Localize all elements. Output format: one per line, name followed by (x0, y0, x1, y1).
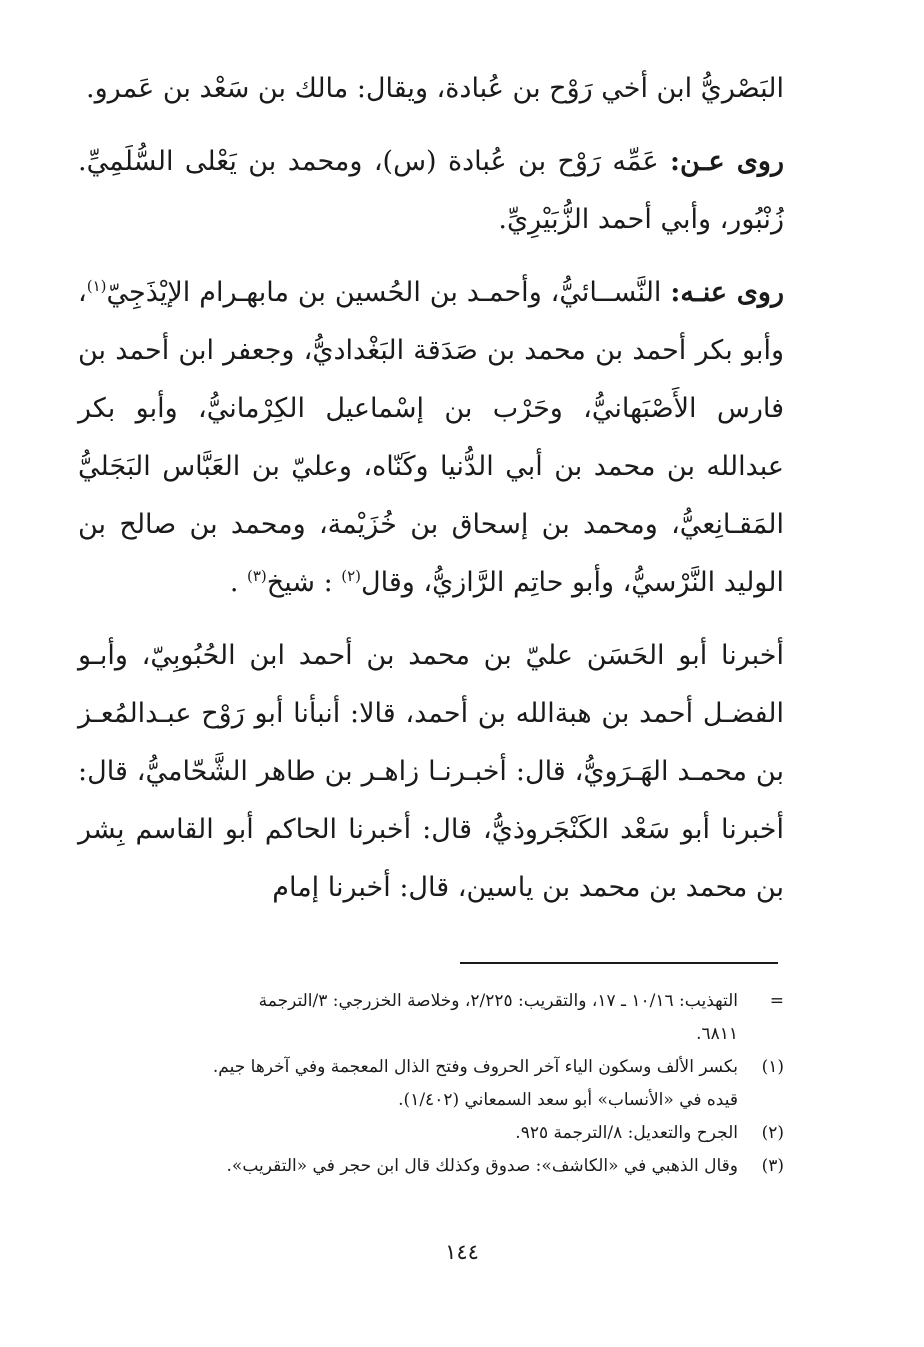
footnote-text: وقال الذهبي في «الكاشف»: صدوق وكذلك قال ابن حجر في «التقريب». (226, 1156, 738, 1176)
paragraph-isnad (78, 627, 784, 917)
footnote-marker: (٣) (761, 1156, 784, 1176)
section-label-narrated-from: روى عـن: (670, 146, 784, 177)
footnote-text: ٦٨١١. (696, 1024, 738, 1044)
footnote-1 (80, 1051, 784, 1084)
footnote-text: التهذيب: ١٠/١٦ ـ ١٧، والتقريب: ٢/٢٢٥، وخلاصة الخزرجي: ٣/الترجمة (258, 991, 738, 1011)
footnote-ref-2[interactable]: (٢) (341, 567, 362, 585)
paragraph-narrated-from (78, 133, 784, 249)
paragraph-text: عَمِّه رَوْح بن عُبادة (س)، ومحمد بن يَعْلى السُّلَمِيِّ. زُنْبُور، وأبي أحمد الزُّبَيْرِيِّ. (78, 146, 784, 235)
footnote-ref-3[interactable]: (٣) (247, 567, 267, 585)
footnote-marker: = (769, 991, 784, 1011)
footnote-marker: (١) (761, 1057, 784, 1077)
footnote-marker: (٢) (761, 1123, 784, 1143)
footnote-ref-1[interactable]: (١) (86, 277, 107, 295)
page-number: ١٤٤ (445, 1240, 479, 1264)
footnote-text: الجرح والتعديل: ٨/الترجمة ٩٢٥. (515, 1123, 738, 1143)
section-label-narrated-by: روى عنـه: (670, 277, 784, 308)
paragraph-text: البَصْريُّ ابن أخي رَوْح بن عُبادة، ويقال: مالك بن سَعْد بن عَمرو. (86, 73, 784, 104)
paragraph-text: ، وأبو بكر أحمد بن محمد بن صَدَقة البَغْداديُّ، وجعفر ابن أحمد بن فارس الأَصْبَهانيُّ، وحَرْب بن إسْماعيل الكِرْمانيُّ، وأبو بكر عبدالله بن محمد بن أبي الدُّنيا وكَنّاه، وعليّ بن العَبَّاس البَجَليُّ المَقـانِعيُّ، ومحمد بن إسحاق بن خُزَيْمة، ومحمد بن صالح بن الوليد النَّرْسيُّ، وأبو حاتِم الرَّازيُّ، وقال (78, 277, 784, 598)
footnote-text: بكسر الألف وسكون الياء آخر الحروف وفتح الذال المعجمة وفي آخرها جيم. (212, 1057, 738, 1077)
footnote-text: قيده في «الأنساب» أبو سعد السمعاني (١/٤٠٢). (398, 1090, 738, 1110)
footnote-2 (80, 1117, 784, 1150)
footnotes (80, 985, 784, 1183)
main-text (78, 60, 784, 932)
paragraph-biography (78, 60, 784, 118)
footnote-divider (460, 962, 778, 964)
paragraph-text: . (229, 567, 247, 598)
paragraph-text: : شيخ (266, 567, 342, 598)
paragraph-narrated-by (78, 264, 784, 612)
footnote-continuation (80, 985, 784, 1018)
footnote-3 (80, 1150, 784, 1183)
paragraph-text: أخبرنا أبو الحَسَن عليّ بن محمد بن أحمد ابن الحُبُوبِيّ، وأبـو الفضـل أحمد بن هبةالله بن أحمد، قالا: أنبأنا أبو رَوْح عبـدالمُعـز بن محمـد الهَـرَويُّ، قال: أخبـرنـا زاهـر بن طاهر الشَّحّاميُّ، قال: أخبرنا أبو سَعْد الكَنْجَروذيُّ، قال: أخبرنا الحاكم أبو القاسم بِشر بن محمد بن محمد بن ياسين، قال: أخبرنا إمام (78, 640, 784, 903)
paragraph-text: النَّســائيُّ، وأحمـد بن الحُسين بن مابهـرام الإيْذَجِيّ (106, 277, 662, 308)
